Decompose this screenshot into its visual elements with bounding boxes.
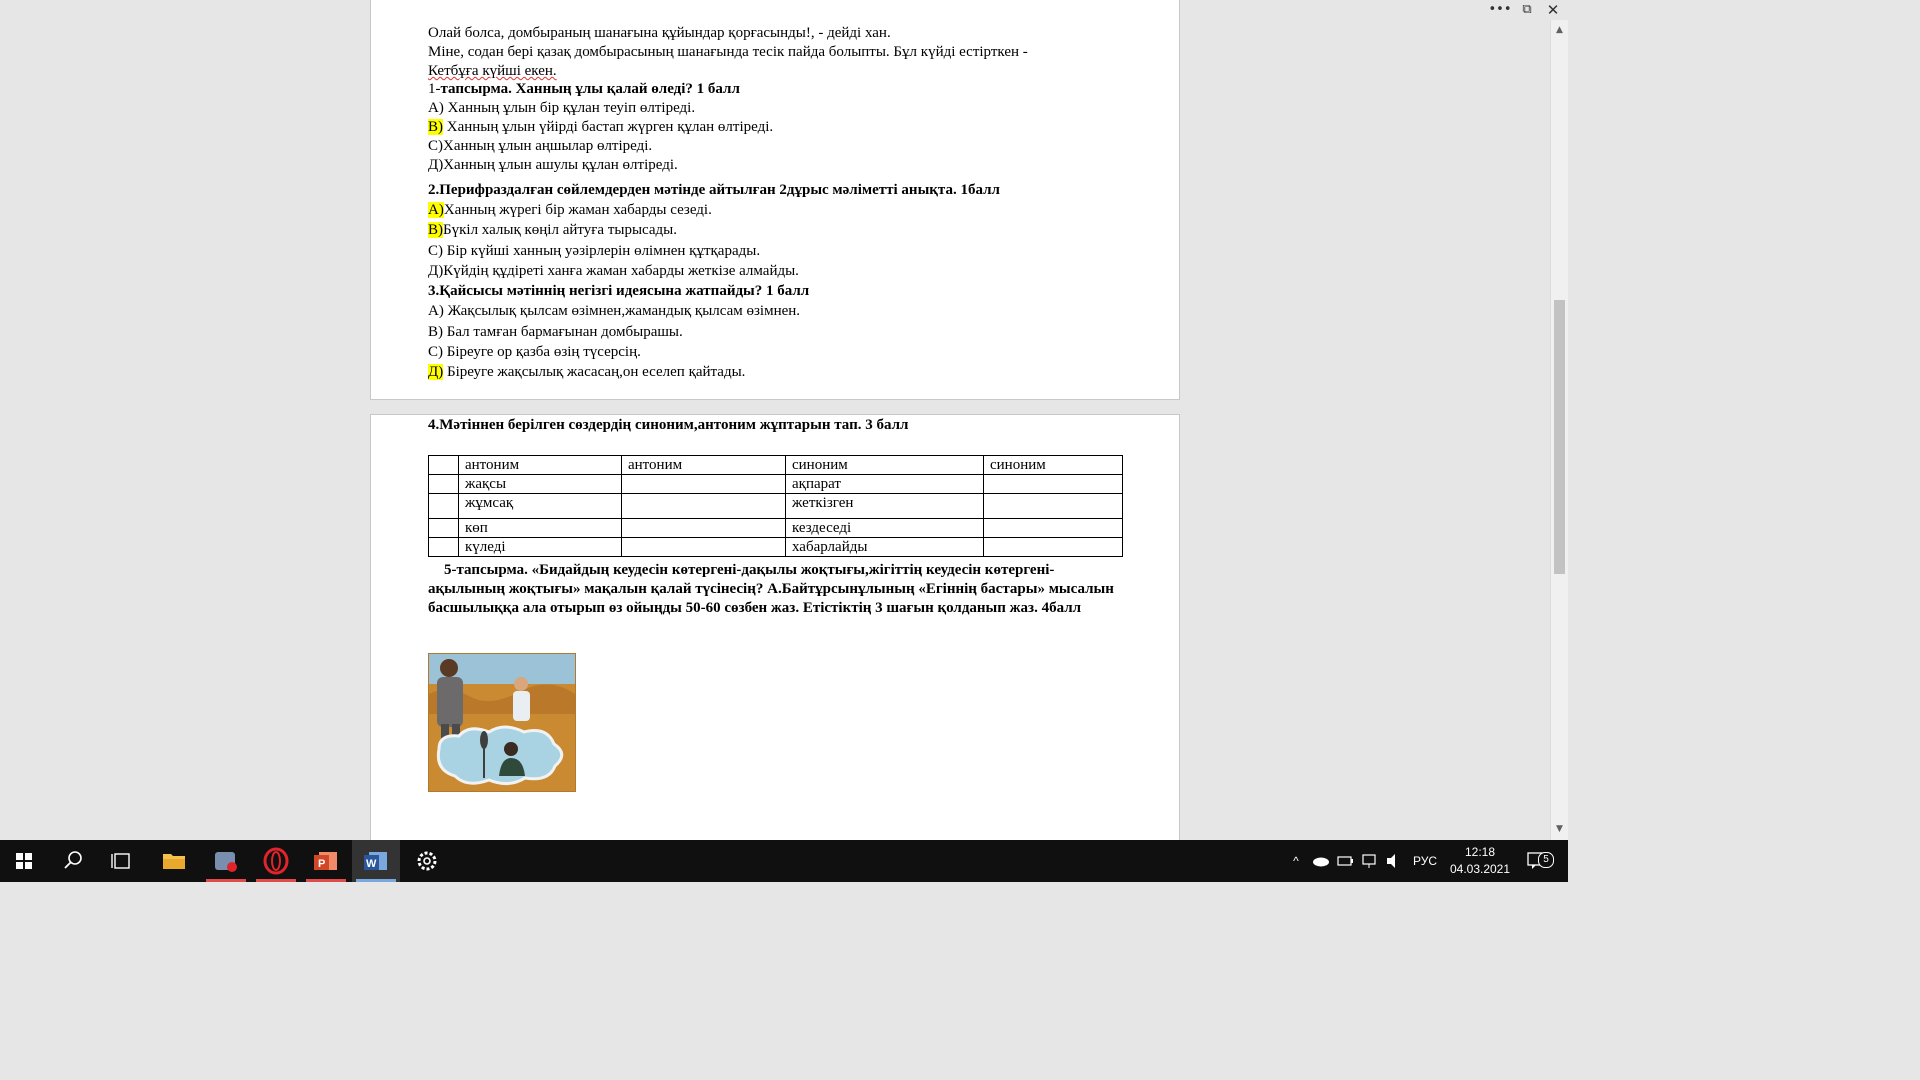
table-header[interactable]: синоним xyxy=(786,456,984,475)
table-header-row xyxy=(429,456,1123,475)
table-row xyxy=(429,475,1123,494)
question-2-title: 2.Перифраздалған сөйлемдерден мәтінде айтылған 2дұрыс мәліметті анықта. 1балл xyxy=(428,182,1000,198)
table-row xyxy=(429,494,1123,519)
answer-highlight: В) xyxy=(428,222,443,238)
running-indicator xyxy=(256,879,296,882)
document-page-2 xyxy=(370,414,1180,854)
clock-date: 04.03.2021 xyxy=(1449,862,1511,876)
answer-highlight: Д) xyxy=(428,364,444,380)
wheat-field-illustration xyxy=(429,654,575,791)
table-row xyxy=(429,519,1123,538)
table-cell[interactable]: жеткізген xyxy=(786,494,984,519)
vertical-scrollbar[interactable] xyxy=(1550,20,1568,840)
active-indicator xyxy=(356,879,396,882)
table-cell[interactable]: кездеседі xyxy=(786,519,984,538)
search-button[interactable] xyxy=(49,840,97,882)
q3-option-c: С) Біреуге ор қазба өзің түсерсің. xyxy=(428,344,641,360)
table-cell[interactable] xyxy=(622,519,786,538)
svg-text:P: P xyxy=(318,858,326,870)
settings-icon xyxy=(403,840,451,882)
table-cell[interactable] xyxy=(622,475,786,494)
q2-option-d: Д)Күйдің құдіреті ханға жаман хабарды жеткізе алмайды. xyxy=(428,263,799,279)
word-button[interactable] xyxy=(352,840,400,882)
restore-button[interactable]: ⧉ xyxy=(1522,2,1532,17)
powerpoint-button[interactable] xyxy=(302,840,350,882)
settings-button[interactable] xyxy=(403,840,451,882)
notification-count-badge: 5 xyxy=(1538,852,1554,868)
table-cell[interactable] xyxy=(984,475,1123,494)
task-5-text: 5-тапсырма. «Бидайдың кеудесін көтергені-дақылы жоқтығы,жігіттің кеудесін көтергені-ақылының жоқтығы» мақалын қалай түсінесің? А.Байтұрсынұлының «Егіннің бастары» мысалын басшылыққа ала отырып өз ойыңды 50-60 сөзбен жаз. Етістіктің 3 шағын қолданып жаз. 4балл xyxy=(428,562,1114,616)
onedrive-icon[interactable] xyxy=(1312,840,1330,882)
table-cell[interactable] xyxy=(622,538,786,557)
action-center-button[interactable] xyxy=(1524,840,1552,882)
table-cell[interactable] xyxy=(984,519,1123,538)
file-explorer-button[interactable] xyxy=(150,840,198,882)
start-icon xyxy=(0,840,48,882)
table-cell[interactable]: хабарлайды xyxy=(786,538,984,557)
input-language-indicator[interactable]: РУС xyxy=(1412,854,1438,868)
scroll-up-icon[interactable]: ▲ xyxy=(1556,25,1563,35)
document-page-1 xyxy=(370,0,1180,400)
start-button[interactable] xyxy=(0,840,48,882)
table-cell[interactable] xyxy=(984,494,1123,519)
table-cell[interactable]: жақсы xyxy=(459,475,622,494)
q1-option-d: Д)Ханның ұлын ашулы құлан өлтіреді. xyxy=(428,157,678,173)
table-cell[interactable] xyxy=(984,538,1123,557)
table-cell[interactable]: жұмсақ xyxy=(459,494,622,519)
answer-highlight: В) xyxy=(428,119,443,135)
volume-icon[interactable] xyxy=(1384,840,1402,882)
table-header[interactable]: антоним xyxy=(622,456,786,475)
table-cell[interactable] xyxy=(429,538,459,557)
battery-icon[interactable] xyxy=(1336,840,1354,882)
q3-option-d: Д) Біреуге жақсылық жасасаң,он еселеп қайтады. xyxy=(428,364,746,380)
table-cell[interactable] xyxy=(429,456,459,475)
question-4-title: 4.Мәтіннен берілген сөздердің синоним,антоним жұптарын тап. 3 балл xyxy=(428,417,909,433)
clock[interactable] xyxy=(1440,844,1520,878)
q2-option-a: А)Ханның жүрегі бір жаман хабарды сезеді. xyxy=(428,202,712,218)
table-cell[interactable] xyxy=(429,475,459,494)
table-cell[interactable] xyxy=(622,494,786,519)
more-options-button[interactable]: ••• xyxy=(1488,2,1512,17)
running-indicator xyxy=(306,879,346,882)
close-button[interactable]: ✕ xyxy=(1546,1,1560,19)
table-header[interactable]: синоним xyxy=(984,456,1123,475)
task-view-icon xyxy=(98,840,146,882)
q2-option-c: С) Бір күйші ханның уәзірлерін өлімнен құтқарады. xyxy=(428,243,761,259)
clock-time: 12:18 xyxy=(1464,845,1496,859)
answer-highlight: А) xyxy=(428,202,444,218)
question-1-title: 1-тапсырма. Ханның ұлы қалай өледі? 1 балл xyxy=(428,81,740,97)
table-row xyxy=(429,538,1123,557)
file-explorer-icon xyxy=(150,840,198,882)
table-cell[interactable]: күледі xyxy=(459,538,622,557)
question-3-title: 3.Қайсысы мәтіннің негізгі идеясына жатпайды? 1 балл xyxy=(428,283,810,299)
q3-option-b: В) Бал тамған бармағынан домбырашы. xyxy=(428,324,683,340)
text-line: Кетбұға күйші екен. xyxy=(428,63,557,79)
q1-option-a: А) Ханның ұлын бір құлан теуіп өлтіреді. xyxy=(428,100,696,116)
svg-text:W: W xyxy=(366,858,377,870)
illustration-image[interactable] xyxy=(428,653,576,792)
table-cell[interactable] xyxy=(429,494,459,519)
q2-option-b: В)Бүкіл халық көңіл айтуға тырысады. xyxy=(428,222,677,238)
q1-option-b: В) Ханның ұлын үйірді бастап жүрген құлан өлтіреді. xyxy=(428,119,774,135)
q1-option-c: С)Ханның ұлын аңшылар өлтіреді. xyxy=(428,138,653,154)
scroll-down-icon[interactable]: ▼ xyxy=(1556,824,1563,834)
media-app-button[interactable] xyxy=(202,840,250,882)
opera-icon xyxy=(252,840,300,882)
show-hidden-icons-icon[interactable]: ^ xyxy=(1293,854,1299,868)
task-view-button[interactable] xyxy=(98,840,146,882)
network-icon[interactable] xyxy=(1360,840,1378,882)
table-cell[interactable] xyxy=(429,519,459,538)
table-header[interactable]: антоним xyxy=(459,456,622,475)
search-icon xyxy=(49,840,97,882)
running-indicator xyxy=(206,879,246,882)
table-cell[interactable]: көп xyxy=(459,519,622,538)
powerpoint-icon xyxy=(302,840,350,882)
text-line: Міне, содан бері қазақ домбырасының шанағында тесік пайда болыпты. Бұл күйді естірткен - xyxy=(428,44,1028,60)
scrollbar-thumb[interactable] xyxy=(1554,300,1565,574)
q3-option-a: А) Жақсылық қылсам өзімнен,жамандық қылсам өзімнен. xyxy=(428,303,801,319)
table-cell[interactable]: ақпарат xyxy=(786,475,984,494)
word-icon xyxy=(352,840,400,882)
taskbar xyxy=(0,840,1568,882)
text-line: Олай болса, домбыраның шанағына құйындар қорғасынды!, - дейді хан. xyxy=(428,25,891,41)
media-app-icon xyxy=(202,840,250,882)
synonym-antonym-table[interactable] xyxy=(428,455,1123,557)
opera-button[interactable] xyxy=(252,840,300,882)
